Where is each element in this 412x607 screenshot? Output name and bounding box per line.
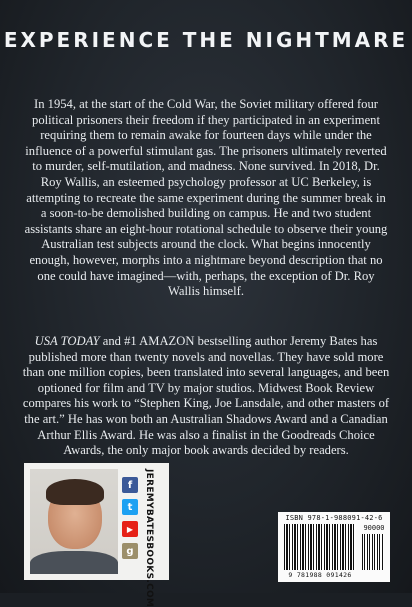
goodreads-icon[interactable]: g xyxy=(122,543,138,559)
bio-text: and #1 AMAZON bestselling author Jeremy Bates has published more than twenty novels and novellas. They have sold more than one million copies, been translated into several languages, and been optioned for film and TV by major studios. Midwest Book Review compares his work to “Stephen King, Joe Lansdale, and other masters of the art.” He has won both an Australian Shadows Award and a Canadian Arthur Ellis Award. He was also a finalist in the Goodreads Choice Awards, the only major book awards decided by readers. xyxy=(22,334,390,458)
author-bio-paragraph xyxy=(22,334,390,459)
facebook-icon[interactable]: f xyxy=(122,477,138,493)
youtube-icon[interactable]: ▶ xyxy=(122,521,138,537)
author-photo xyxy=(30,469,118,574)
synopsis-paragraph: In 1954, at the start of the Cold War, the Soviet military offered four political prisoners their freedom if they participated in an experiment requiring them to remain awake for fourteen days while under the influence of a powerful stimulant gas. The prisoners ultimately reverted to murder, self-mutilation, and madness. None survived. In 2018, Dr. Roy Wallis, an esteemed psychology professor at UC Berkeley, is attempting to recreate the same experiment during the summer break in a soon-to-be demolished building on campus. He and two student assistants share an eight-hour rotational schedule to observe their young Australian test subjects around the clock. What begins innocently enough, however, morphs into a nightmare beyond description that no one could have imagined—with, perhaps, the exception of Dr. Roy Wallis himself. xyxy=(24,97,388,299)
author-photo-hair xyxy=(46,479,104,505)
ean-barcode xyxy=(284,524,356,570)
social-links xyxy=(122,477,138,565)
author-photo-shirt xyxy=(30,551,118,574)
price-code: 90000 xyxy=(363,524,385,532)
isbn-label: ISBN 978-1-988091-42-6 xyxy=(285,514,383,522)
barcode-box xyxy=(278,512,390,582)
author-card xyxy=(24,463,169,607)
bio-italic-lead: USA TODAY xyxy=(34,334,100,348)
ean-digits: 9 781988 091426 xyxy=(288,571,352,579)
twitter-icon[interactable]: t xyxy=(122,499,138,515)
author-website[interactable]: JEREMYBATESBOOKS.COM xyxy=(144,469,154,607)
cover-headline: EXPERIENCE THE NIGHTMARE xyxy=(3,28,409,52)
price-barcode xyxy=(362,534,384,570)
